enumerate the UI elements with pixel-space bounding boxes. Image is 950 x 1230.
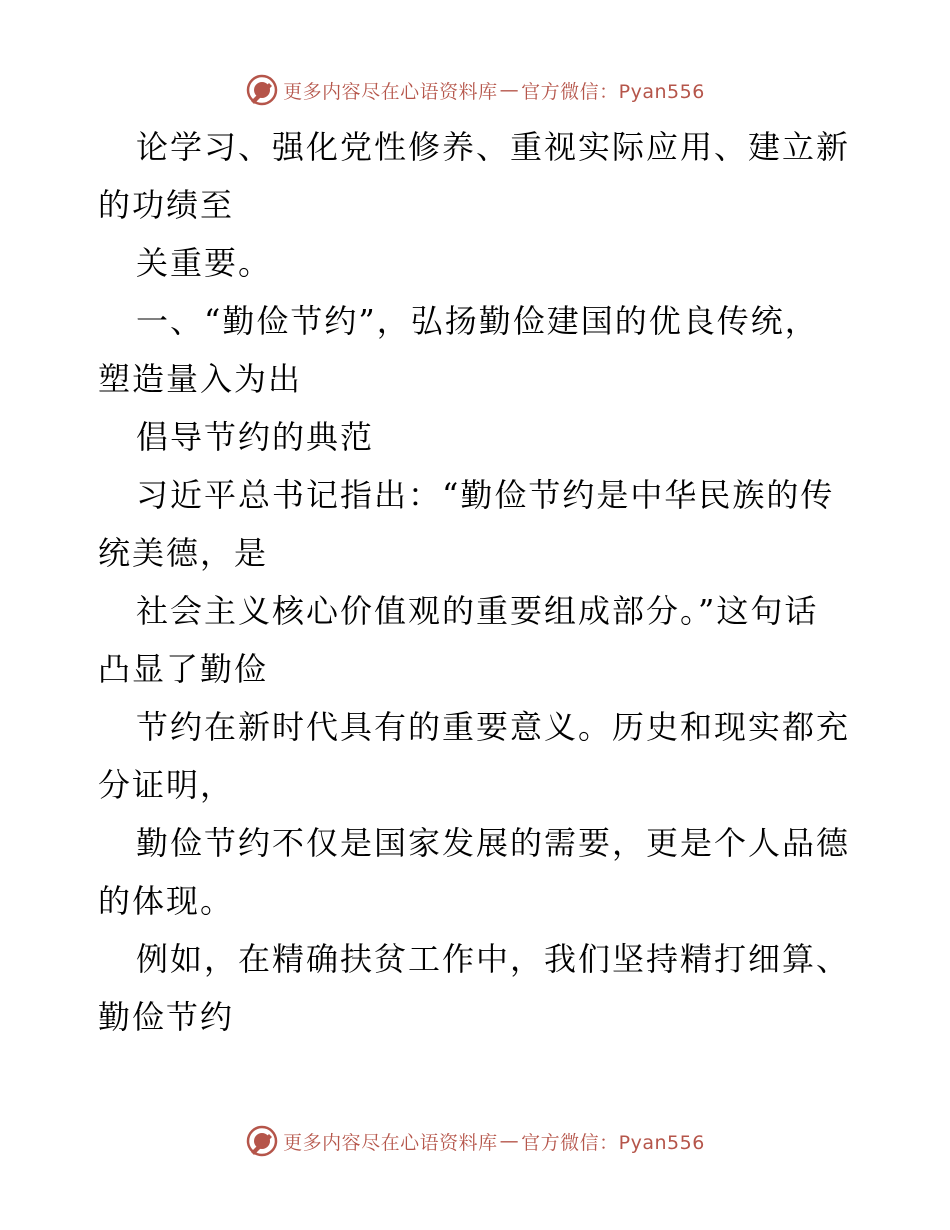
paragraph-continuation-line: 凸显了勤俭 — [98, 650, 269, 688]
watermark-text: 更多内容尽在心语资料库 — [283, 80, 498, 103]
paragraph-continuation-line: 统美德，是 — [98, 534, 269, 572]
watermark-text: 更多内容尽在心语资料库 — [283, 1131, 498, 1154]
paragraph-first-line: 社会主义核心价值观的重要组成部分。”这句话 — [136, 592, 819, 630]
paragraph-continuation-line: 的功绩至 — [98, 186, 235, 224]
pen-logo-icon — [245, 73, 279, 107]
watermark-separator: — — [499, 1130, 520, 1152]
paragraph-continuation-line: 分证明， — [98, 766, 235, 804]
paragraph-first-line: 例如，在精确扶贫工作中，我们坚持精打细算、 — [136, 940, 851, 978]
paragraph — [98, 930, 858, 1046]
paragraph — [98, 292, 858, 408]
paragraph-first-line: 关重要。 — [136, 244, 273, 282]
paragraph — [98, 814, 858, 930]
paragraph-first-line: 论学习、强化党性修养、重视实际应用、建立新 — [136, 128, 851, 166]
paragraph-first-line: 节约在新时代具有的重要意义。历史和现实都充 — [136, 708, 851, 746]
paragraph-first-line: 习近平总书记指出：“勤俭节约是中华民族的传 — [136, 476, 835, 514]
paragraph-continuation-line: 塑造量入为出 — [98, 360, 303, 398]
document-body — [98, 118, 858, 1046]
paragraph-first-line: 倡导节约的典范 — [136, 418, 375, 456]
paragraph-first-line: 一、“勤俭节约”，弘扬勤俭建国的优良传统， — [136, 302, 819, 340]
paragraph-continuation-line: 勤俭节约 — [98, 998, 235, 1036]
watermark-wechat: 官方微信：Pyan556 — [521, 1131, 705, 1154]
pen-logo-icon — [245, 1124, 279, 1158]
paragraph — [98, 118, 858, 234]
header-watermark — [0, 70, 950, 110]
watermark-separator: — — [499, 79, 520, 101]
paragraph — [98, 234, 858, 292]
paragraph-first-line: 勤俭节约不仅是国家发展的需要，更是个人品德 — [136, 824, 851, 862]
watermark-wechat: 官方微信：Pyan556 — [521, 80, 705, 103]
paragraph — [98, 408, 858, 466]
paragraph-continuation-line: 的体现。 — [98, 882, 235, 920]
footer-watermark — [0, 1121, 950, 1161]
paragraph — [98, 582, 858, 698]
paragraph — [98, 466, 858, 582]
paragraph — [98, 698, 858, 814]
